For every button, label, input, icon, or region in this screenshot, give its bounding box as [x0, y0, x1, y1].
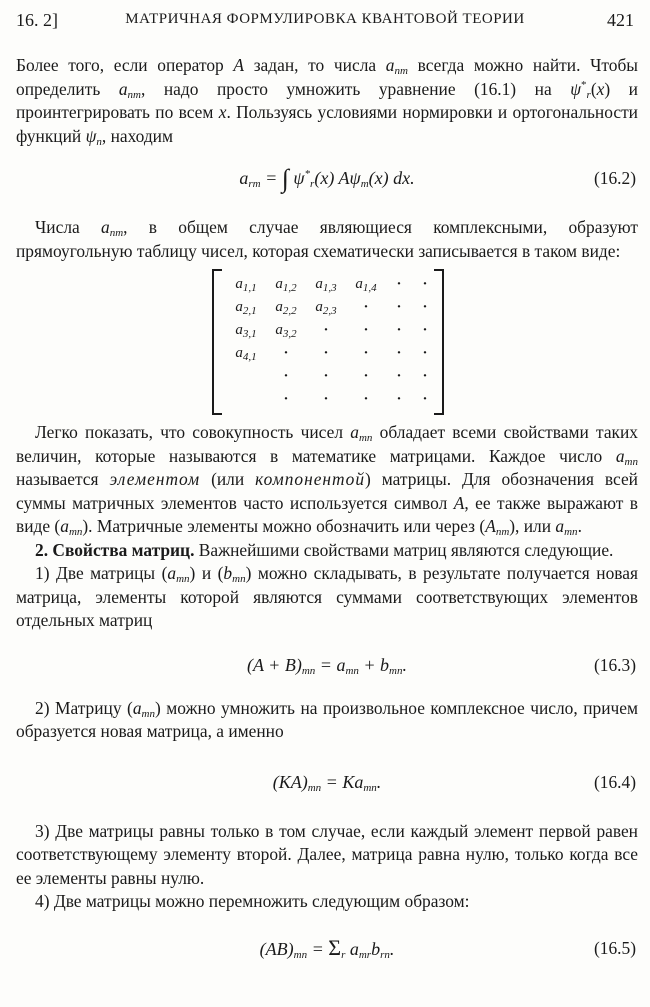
matrix-cell: ·: [422, 299, 428, 315]
matrix-cell: ·: [422, 345, 428, 361]
matrix-cell: ·: [422, 391, 428, 407]
matrix-cell: ·: [422, 322, 428, 338]
matrix-cell: $a_{1,3}$: [315, 276, 337, 294]
matrix-cell: ·: [363, 368, 369, 384]
matrix-cell: $a_{2,3}$: [315, 299, 337, 317]
equation-formula: $a_{rm}$ = ∫ $\psi^*_r(x)$ $A\psi_m(x)$ dx.: [239, 164, 415, 193]
equation-formula: $(KA)_{mn} = Ka_{mn}$.: [272, 771, 382, 794]
matrix-cell: ·: [323, 322, 329, 338]
matrix-cell: ·: [363, 299, 369, 315]
matrix-cell: $a_{2,2}$: [275, 299, 297, 317]
section-heading: 2. Свойства матриц.: [35, 539, 195, 560]
matrix-cell: $a_{2,1}$: [235, 299, 257, 317]
matrix-cell: [226, 388, 266, 411]
matrix-cell: ·: [396, 299, 402, 315]
matrix-cell: ·: [283, 345, 289, 361]
matrix-cell: ·: [363, 345, 369, 361]
matrix-cell: ·: [283, 368, 289, 384]
paragraph-table: Числа $a_{nm}$, в общем случае являющиеся комплексными, образуют прямоугольную таблицу чисел, которая схематически записывается в таком виде:: [16, 217, 639, 261]
section-2: 2. Свойства матриц. Важнейшими свойствами матриц являются следующие.: [35, 539, 614, 560]
property-3: 3) Две матрицы равны только в том случае, если каждый элемент первой равен соответствующему элементу второй. Далее, матрица равна нулю, только когда все ее элементы равны нулю.: [16, 820, 638, 888]
matrix-cell: ·: [323, 368, 329, 384]
matrix-cell: $a_{1,2}$: [275, 276, 297, 294]
matrix-figure: [16, 269, 638, 419]
matrix-cell: ·: [363, 322, 369, 338]
matrix-cell: ·: [422, 276, 428, 292]
matrix-cell: ·: [396, 345, 402, 361]
property-2: 2) Матрицу $(a_{mn})$ можно умножить на произвольное комплексное число, причем образуется новая матрица, а именно: [16, 697, 638, 741]
page-body: [16, 54, 638, 972]
equation-number: (16.3): [593, 654, 636, 675]
equation-formula: $(A + B)_{mn} = a_{mn} + b_{mn}$.: [247, 654, 407, 677]
matrix-cell: ·: [396, 368, 402, 384]
left-bracket: [212, 269, 222, 415]
matrix-cell: ·: [283, 391, 289, 407]
matrix-cell: ·: [396, 322, 402, 338]
page-number: 421: [607, 10, 634, 30]
property-4: 4) Две матрицы можно перемножить следующим образом:: [35, 891, 470, 911]
matrix-cell: $a_{3,1}$: [235, 322, 257, 340]
equation-number: (16.2): [593, 168, 636, 188]
equation-number: (16.5): [593, 937, 636, 958]
matrix-cell: ·: [396, 276, 402, 292]
matrix-cell: ·: [396, 391, 402, 407]
equation-16-5: [16, 924, 638, 972]
matrix-cell: ·: [323, 345, 329, 361]
equation-16-2: [16, 154, 638, 202]
matrix-grid: [226, 273, 438, 411]
matrix: [212, 269, 444, 411]
equation-16-3: [16, 641, 638, 689]
section-ref: 16. 2]: [16, 10, 58, 30]
matrix-cell: [226, 365, 266, 388]
matrix-cell: $a_{1,4}$: [355, 276, 377, 294]
paragraph-intro: Более того, если оператор A задан, то числа $a_{nm}$ всегда можно найти. Чтобы определить $a_{nm}$, надо просто умножить уравнение (16.1) на $\psi^*_r(x)$ и проинтегрировать по всем x. Пользуясь условиями нормировки и ортогональности функций $\psi_n$, находим: [16, 55, 638, 148]
matrix-cell: ·: [323, 391, 329, 407]
matrix-cell: $a_{3,2}$: [275, 322, 297, 340]
running-title: МАТРИЧНАЯ ФОРМУЛИРОВКА КВАНТОВОЙ ТЕОРИИ: [125, 11, 525, 27]
equation-number: (16.4): [593, 771, 636, 792]
matrix-cell: ·: [422, 368, 428, 384]
matrix-cell: $a_{1,1}$: [235, 276, 257, 294]
property-1: 1) Две матрицы $(a_{mn})$ и $(b_{mn})$ можно складывать, в результате получается новая матрица, элементы которой являются суммами соответствующих элементов отдельных матриц: [16, 563, 638, 630]
equation-formula: $(AB)_{mn} = \Sigma_r$ $a_{mr}b_{rn}$.: [259, 934, 395, 961]
equation-16-4: [16, 758, 638, 806]
matrix-cell: ·: [363, 391, 369, 407]
paragraph-matrix-definition: Легко показать, что совокупность чисел $a_{mn}$ обладает всеми свойствами таких величин, которые называются в математике матрицами. Каждое число $a_{mn}$ называется элементом (или компонентой) матрицы. Для обозначения всей суммы матричных элементов часто используется символ A, ее также выражают в виде $(a_{mn})$. Матричные элементы можно обозначить или через $(A_{nm})$, или $a_{mn}$.: [16, 422, 639, 538]
running-header: [16, 10, 634, 34]
matrix-cell: $a_{4,1}$: [235, 345, 257, 363]
